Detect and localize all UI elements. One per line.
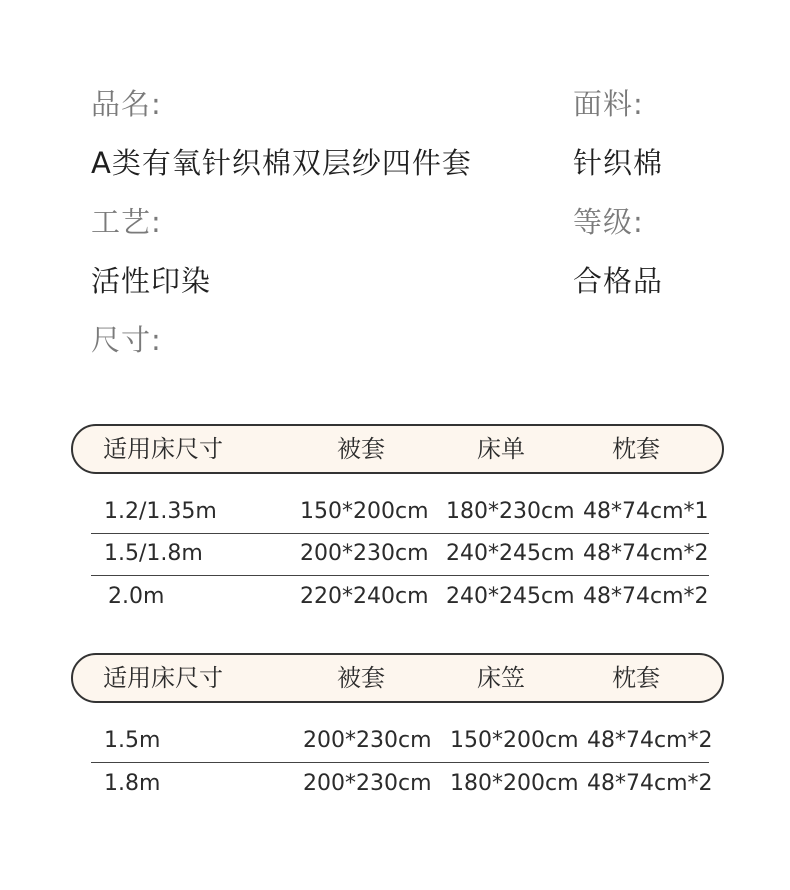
table1-cell-sheet: 240*245cm: [446, 541, 575, 566]
table2-cell-pillowcase: 48*74cm*2: [587, 728, 713, 753]
table1-cell-bed-size: 1.5/1.8m: [104, 541, 203, 566]
table1-header: [71, 424, 724, 474]
size-label: 尺寸:: [91, 323, 162, 357]
table2-header-duvet: 被套: [337, 664, 385, 692]
table1-header-sheet: 床单: [477, 435, 525, 463]
table2-cell-bed-size: 1.5m: [104, 728, 161, 753]
table2-cell-pillowcase: 48*74cm*2: [587, 771, 713, 796]
table1-row: [91, 576, 709, 618]
grade-value: 合格品: [573, 264, 664, 298]
table1-header-bed-size: 适用床尺寸: [103, 435, 223, 463]
grade-label: 等级:: [573, 205, 644, 239]
table1-cell-bed-size: 1.2/1.35m: [104, 499, 217, 524]
table2-cell-bed-size: 1.8m: [104, 771, 161, 796]
fabric-label: 面料:: [573, 87, 644, 121]
table2-cell-duvet: 200*230cm: [303, 728, 432, 753]
table1-row: [91, 533, 709, 576]
table2-cell-fitted-sheet: 180*200cm: [450, 771, 579, 796]
table1-cell-pillowcase: 48*74cm*2: [583, 541, 709, 566]
table1-cell-sheet: 180*230cm: [446, 499, 575, 524]
table1-header-pillowcase: 枕套: [612, 435, 660, 463]
table2-row: [91, 763, 713, 805]
table2-cell-fitted-sheet: 150*200cm: [450, 728, 579, 753]
craft-value: 活性印染: [91, 264, 212, 298]
table1-header-duvet: 被套: [337, 435, 385, 463]
product-name-value: A类有氧针织棉双层纱四件套: [91, 146, 472, 180]
table2-header-pillowcase: 枕套: [612, 664, 660, 692]
table2-row: [91, 720, 713, 763]
table2-header: [71, 653, 724, 703]
table2-header-fitted-sheet: 床笠: [477, 664, 525, 692]
table1-cell-pillowcase: 48*74cm*1: [583, 499, 709, 524]
table1-cell-bed-size: 2.0m: [108, 584, 165, 609]
table1-cell-duvet: 200*230cm: [300, 541, 429, 566]
table2-header-bed-size: 适用床尺寸: [103, 664, 223, 692]
table1-cell-duvet: 150*200cm: [300, 499, 429, 524]
fabric-value: 针织棉: [573, 146, 664, 180]
product-name-label: 品名:: [91, 87, 162, 121]
table1-cell-sheet: 240*245cm: [446, 584, 575, 609]
table1-row: [91, 491, 709, 534]
table1-cell-duvet: 220*240cm: [300, 584, 429, 609]
craft-label: 工艺:: [91, 205, 162, 239]
table1-cell-pillowcase: 48*74cm*2: [583, 584, 709, 609]
table2-cell-duvet: 200*230cm: [303, 771, 432, 796]
